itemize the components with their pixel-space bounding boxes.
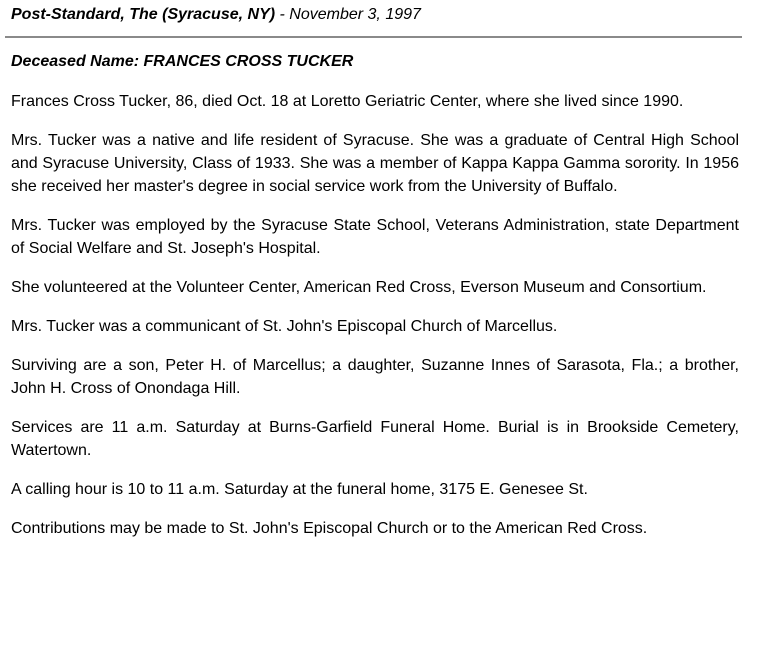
paragraph-calling-hour: A calling hour is 10 to 11 a.m. Saturday at the funeral home, 3175 E. Genesee St. (11, 481, 588, 498)
deceased-heading (11, 51, 353, 73)
paragraph-death-notice: Frances Cross Tucker, 86, died Oct. 18 at Loretto Geriatric Center, where she lived since 1990. (11, 93, 684, 110)
obituary-body (11, 90, 739, 556)
paragraph-services: Services are 11 a.m. Saturday at Burns-Garfield Funeral Home. Burial is in Brookside Cemetery, Watertown. (11, 419, 739, 459)
paragraph-employment: Mrs. Tucker was employed by the Syracuse State School, Veterans Administration, state Department of Social Welfare and St. Joseph's Hospital. (11, 217, 739, 257)
header-divider (5, 36, 742, 38)
paragraph-contributions: Contributions may be made to St. John's Episcopal Church or to the American Red Cross. (11, 520, 648, 537)
header-separator: - (275, 6, 290, 23)
paragraph-survivors: Surviving are a son, Peter H. of Marcellus; a daughter, Suzanne Innes of Sarasota, Fla.; a brother, John H. Cross of Onondaga Hill. (11, 357, 739, 397)
paragraph-volunteer: She volunteered at the Volunteer Center, American Red Cross, Everson Museum and Consortium. (11, 279, 707, 296)
paragraph-education: Mrs. Tucker was a native and life resident of Syracuse. She was a graduate of Central High School and Syracuse University, Class of 1933. She was a member of Kappa Kappa Gamma sorority. In 1956 she received her master's degree in social service work from the University of Buffalo. (11, 132, 739, 195)
publication-date: November 3, 1997 (289, 6, 421, 23)
deceased-label: Deceased Name: (11, 53, 144, 70)
publication-header (11, 4, 421, 26)
paragraph-church: Mrs. Tucker was a communicant of St. John's Episcopal Church of Marcellus. (11, 318, 558, 335)
deceased-name: FRANCES CROSS TUCKER (143, 53, 354, 70)
publication-source: Post-Standard, The (Syracuse, NY) (11, 6, 276, 23)
